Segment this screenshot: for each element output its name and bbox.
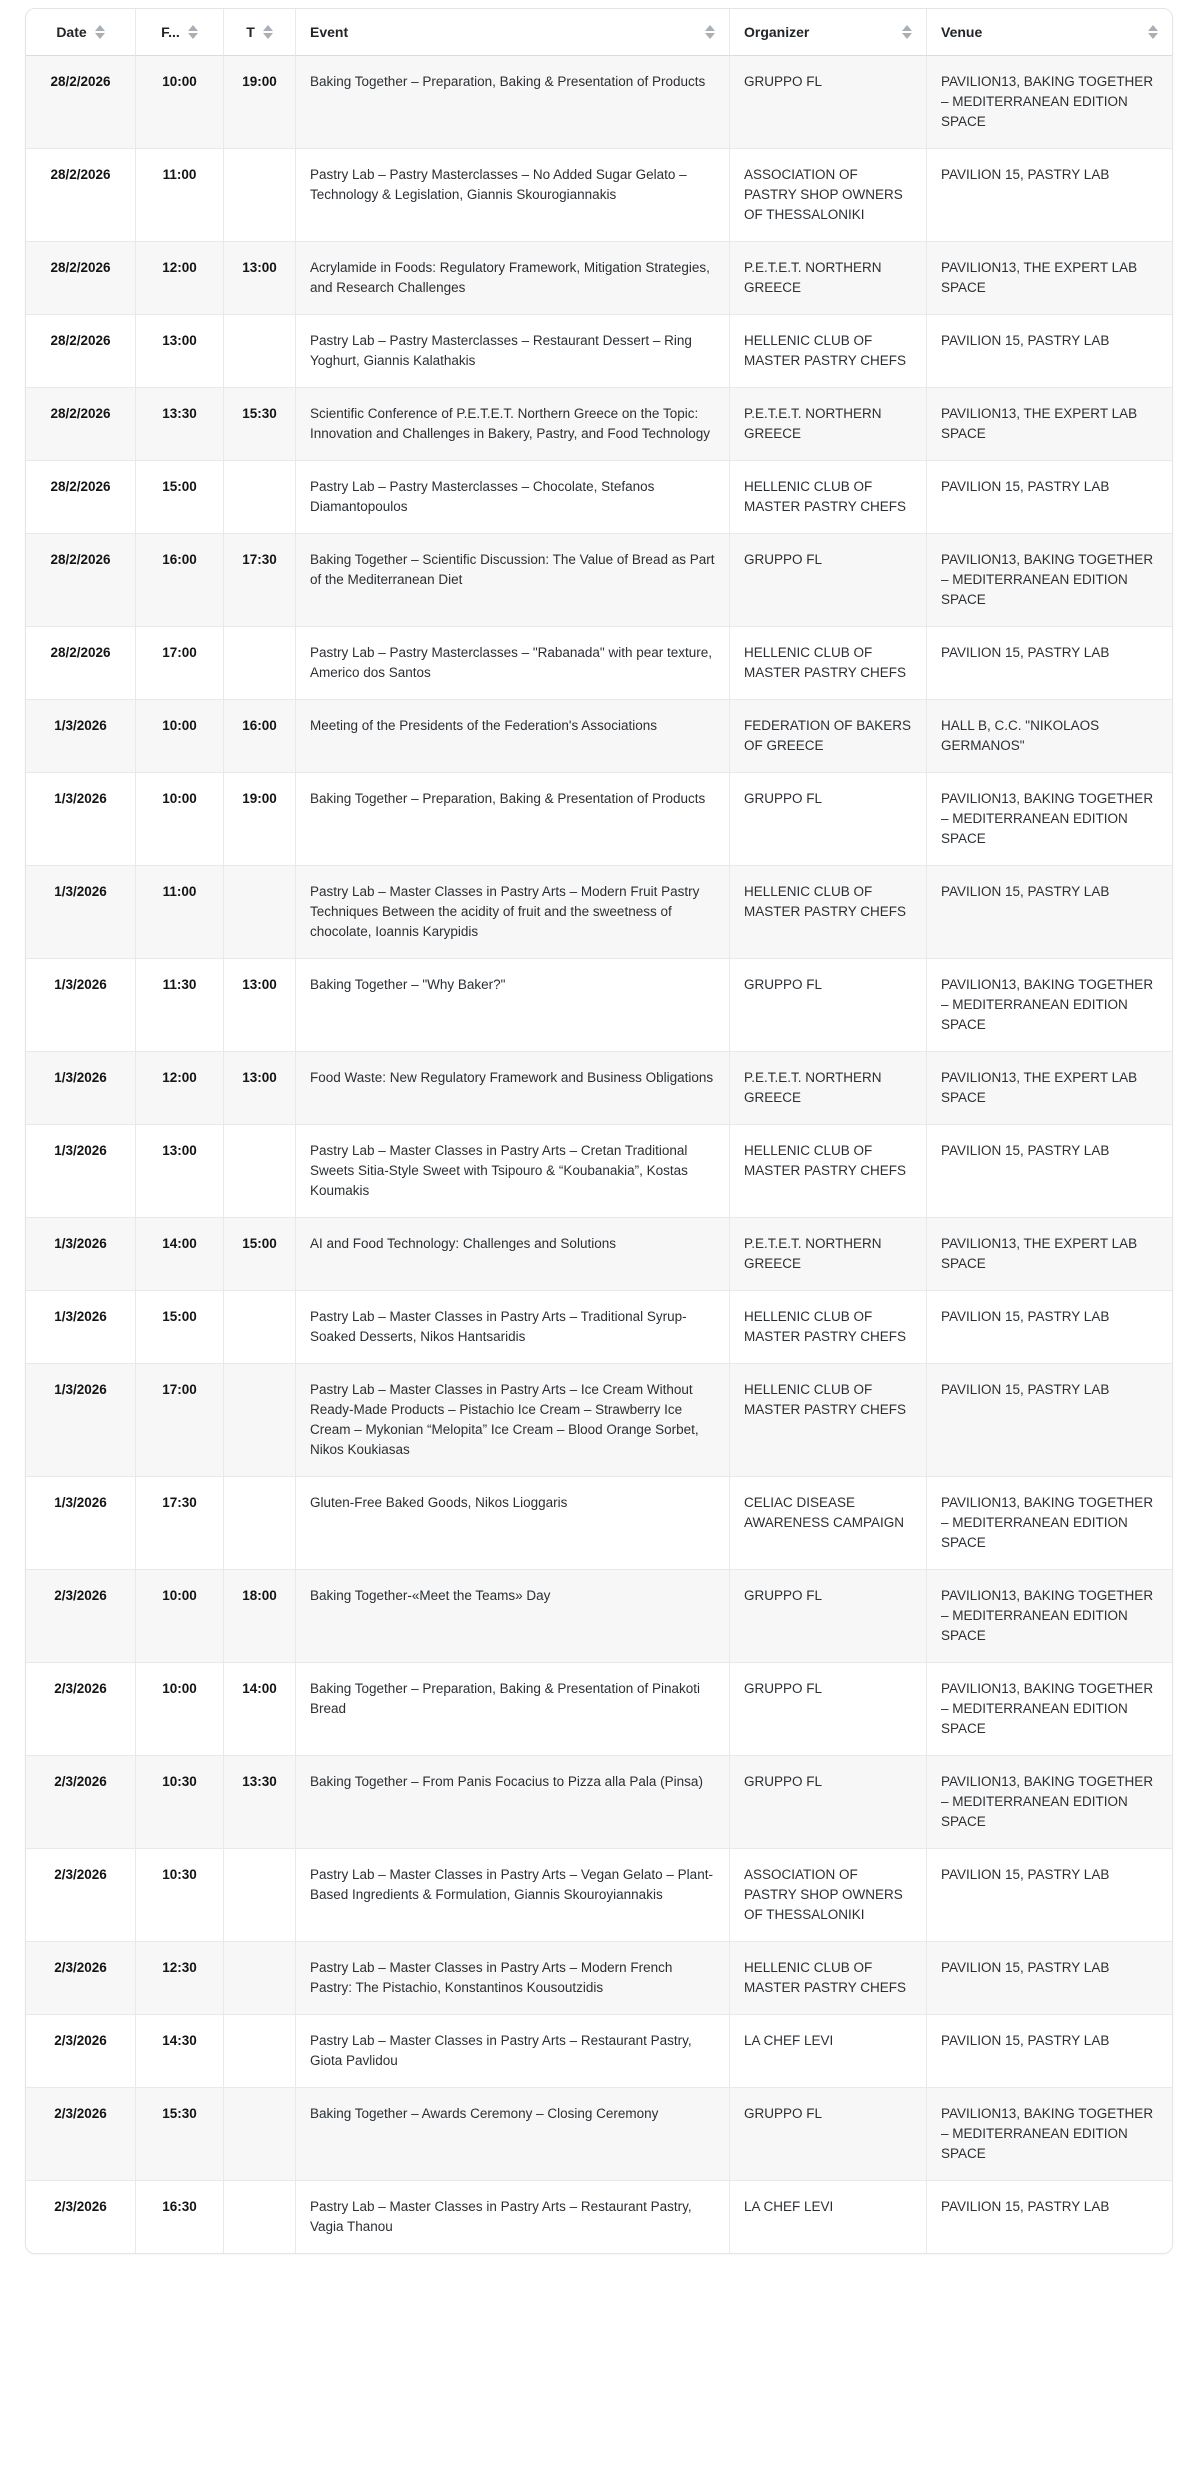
date-cell: 28/2/2026 xyxy=(26,242,136,315)
venue-cell: PAVILION13, BAKING TOGETHER – MEDITERRANEAN EDITION SPACE xyxy=(927,959,1172,1052)
to-time-cell: 13:30 xyxy=(224,1756,296,1849)
venue-cell: PAVILION13, BAKING TOGETHER – MEDITERRANEAN EDITION SPACE xyxy=(927,1477,1172,1570)
venue-cell: PAVILION13, BAKING TOGETHER – MEDITERRANEAN EDITION SPACE xyxy=(927,773,1172,866)
venue-cell: PAVILION 15, PASTRY LAB xyxy=(927,1291,1172,1364)
table-row xyxy=(26,1364,1172,1477)
venue-cell: PAVILION 15, PASTRY LAB xyxy=(927,1942,1172,2015)
from-time-cell: 12:00 xyxy=(136,242,224,315)
column-header-venue-label: Venue xyxy=(941,24,983,40)
event-cell: Baking Together – Preparation, Baking & Presentation of Pinakoti Bread xyxy=(296,1663,730,1756)
event-cell: Pastry Lab – Master Classes in Pastry Arts – Modern Fruit Pastry Techniques Between the acidity of fruit and the sweetness of chocolate, Ioannis Karypidis xyxy=(296,866,730,959)
event-cell: Pastry Lab – Master Classes in Pastry Arts – Traditional Syrup-Soaked Desserts, Nikos Hantsaridis xyxy=(296,1291,730,1364)
to-time-cell xyxy=(224,627,296,700)
organizer-cell: GRUPPO FL xyxy=(730,2088,927,2181)
event-cell: Pastry Lab – Pastry Masterclasses – Restaurant Dessert – Ring Yoghurt, Giannis Kalathakis xyxy=(296,315,730,388)
to-time-cell xyxy=(224,1477,296,1570)
to-time-cell xyxy=(224,2088,296,2181)
organizer-cell: ASSOCIATION OF PASTRY SHOP OWNERS OF THESSALONIKI xyxy=(730,149,927,242)
venue-cell: PAVILION13, BAKING TOGETHER – MEDITERRANEAN EDITION SPACE xyxy=(927,534,1172,627)
to-time-cell: 15:30 xyxy=(224,388,296,461)
organizer-cell: P.E.T.E.T. NORTHERN GREECE xyxy=(730,388,927,461)
venue-cell: PAVILION13, THE EXPERT LAB SPACE xyxy=(927,242,1172,315)
column-header-venue[interactable] xyxy=(927,9,1172,56)
from-time-cell: 13:30 xyxy=(136,388,224,461)
date-cell: 1/3/2026 xyxy=(26,1477,136,1570)
table-row xyxy=(26,959,1172,1052)
to-time-cell: 19:00 xyxy=(224,56,296,149)
table-row xyxy=(26,1570,1172,1663)
date-cell: 2/3/2026 xyxy=(26,2181,136,2253)
event-cell: Gluten-Free Baked Goods, Nikos Lioggaris xyxy=(296,1477,730,1570)
organizer-cell: HELLENIC CLUB OF MASTER PASTRY CHEFS xyxy=(730,1125,927,1218)
organizer-cell: GRUPPO FL xyxy=(730,1663,927,1756)
organizer-cell: HELLENIC CLUB OF MASTER PASTRY CHEFS xyxy=(730,1942,927,2015)
event-cell: Pastry Lab – Master Classes in Pastry Arts – Ice Cream Without Ready-Made Products – Pistachio Ice Cream – Strawberry Ice Cream – Mykonian “Melopita” Ice Cream – Blood Orange Sorbet, Nikos Koukiasas xyxy=(296,1364,730,1477)
from-time-cell: 13:00 xyxy=(136,1125,224,1218)
event-cell: Baking Together – From Panis Focacius to Pizza alla Pala (Pinsa) xyxy=(296,1756,730,1849)
table-row xyxy=(26,1291,1172,1364)
from-time-cell: 11:00 xyxy=(136,149,224,242)
to-time-cell xyxy=(224,315,296,388)
to-time-cell: 16:00 xyxy=(224,700,296,773)
column-header-to[interactable] xyxy=(224,9,296,56)
date-cell: 1/3/2026 xyxy=(26,1218,136,1291)
column-header-from-label: F... xyxy=(161,24,180,40)
table-row xyxy=(26,2181,1172,2253)
to-time-cell: 13:00 xyxy=(224,959,296,1052)
organizer-cell: HELLENIC CLUB OF MASTER PASTRY CHEFS xyxy=(730,627,927,700)
venue-cell: PAVILION 15, PASTRY LAB xyxy=(927,1849,1172,1942)
venue-cell: PAVILION 15, PASTRY LAB xyxy=(927,315,1172,388)
organizer-cell: P.E.T.E.T. NORTHERN GREECE xyxy=(730,1052,927,1125)
venue-cell: PAVILION13, THE EXPERT LAB SPACE xyxy=(927,1052,1172,1125)
event-cell: Baking Together – Preparation, Baking & Presentation of Products xyxy=(296,56,730,149)
column-header-date[interactable] xyxy=(26,9,136,56)
column-header-date-label: Date xyxy=(56,24,87,40)
to-time-cell: 13:00 xyxy=(224,242,296,315)
event-cell: Meeting of the Presidents of the Federation's Associations xyxy=(296,700,730,773)
from-time-cell: 17:00 xyxy=(136,1364,224,1477)
date-cell: 2/3/2026 xyxy=(26,2015,136,2088)
event-cell: Baking Together-«Meet the Teams» Day xyxy=(296,1570,730,1663)
venue-cell: PAVILION 15, PASTRY LAB xyxy=(927,461,1172,534)
from-time-cell: 14:30 xyxy=(136,2015,224,2088)
event-cell: Baking Together – Awards Ceremony – Closing Ceremony xyxy=(296,2088,730,2181)
table-row xyxy=(26,1849,1172,1942)
table-row xyxy=(26,1477,1172,1570)
table-row xyxy=(26,2015,1172,2088)
table-row xyxy=(26,1942,1172,2015)
organizer-cell: CELIAC DISEASE AWARENESS CAMPAIGN xyxy=(730,1477,927,1570)
to-time-cell xyxy=(224,1125,296,1218)
table-header-row xyxy=(26,9,1172,56)
to-time-cell xyxy=(224,866,296,959)
date-cell: 28/2/2026 xyxy=(26,56,136,149)
date-cell: 1/3/2026 xyxy=(26,959,136,1052)
to-time-cell: 15:00 xyxy=(224,1218,296,1291)
to-time-cell xyxy=(224,461,296,534)
table-row xyxy=(26,461,1172,534)
table-row xyxy=(26,866,1172,959)
table-row xyxy=(26,1125,1172,1218)
from-time-cell: 17:30 xyxy=(136,1477,224,1570)
sort-icon xyxy=(902,25,912,39)
organizer-cell: GRUPPO FL xyxy=(730,1570,927,1663)
date-cell: 1/3/2026 xyxy=(26,866,136,959)
organizer-cell: GRUPPO FL xyxy=(730,959,927,1052)
from-time-cell: 15:00 xyxy=(136,461,224,534)
to-time-cell xyxy=(224,2181,296,2253)
table-row xyxy=(26,242,1172,315)
table-row xyxy=(26,773,1172,866)
table-row xyxy=(26,534,1172,627)
event-cell: Pastry Lab – Master Classes in Pastry Arts – Vegan Gelato – Plant-Based Ingredients & Formulation, Giannis Skouroyiannakis xyxy=(296,1849,730,1942)
date-cell: 28/2/2026 xyxy=(26,388,136,461)
organizer-cell: HELLENIC CLUB OF MASTER PASTRY CHEFS xyxy=(730,315,927,388)
from-time-cell: 15:00 xyxy=(136,1291,224,1364)
venue-cell: PAVILION13, BAKING TOGETHER – MEDITERRANEAN EDITION SPACE xyxy=(927,1663,1172,1756)
venue-cell: PAVILION 15, PASTRY LAB xyxy=(927,1364,1172,1477)
from-time-cell: 11:30 xyxy=(136,959,224,1052)
table-row xyxy=(26,149,1172,242)
table-body xyxy=(26,56,1172,2253)
organizer-cell: HELLENIC CLUB OF MASTER PASTRY CHEFS xyxy=(730,1291,927,1364)
venue-cell: PAVILION 15, PASTRY LAB xyxy=(927,2015,1172,2088)
organizer-cell: LA CHEF LEVI xyxy=(730,2015,927,2088)
date-cell: 1/3/2026 xyxy=(26,1125,136,1218)
venue-cell: PAVILION 15, PASTRY LAB xyxy=(927,1125,1172,1218)
venue-cell: PAVILION13, BAKING TOGETHER – MEDITERRANEAN EDITION SPACE xyxy=(927,56,1172,149)
sort-icon xyxy=(1148,25,1158,39)
venue-cell: PAVILION 15, PASTRY LAB xyxy=(927,866,1172,959)
from-time-cell: 11:00 xyxy=(136,866,224,959)
organizer-cell: FEDERATION OF BAKERS OF GREECE xyxy=(730,700,927,773)
from-time-cell: 12:30 xyxy=(136,1942,224,2015)
event-cell: Pastry Lab – Pastry Masterclasses – "Rabanada" with pear texture, Americo dos Santos xyxy=(296,627,730,700)
organizer-cell: P.E.T.E.T. NORTHERN GREECE xyxy=(730,1218,927,1291)
date-cell: 28/2/2026 xyxy=(26,627,136,700)
event-cell: Pastry Lab – Master Classes in Pastry Arts – Cretan Traditional Sweets Sitia-Style Sweet with Tsipouro & “Koubanakia”, Kostas Koumakis xyxy=(296,1125,730,1218)
from-time-cell: 17:00 xyxy=(136,627,224,700)
to-time-cell: 19:00 xyxy=(224,773,296,866)
column-header-organizer-label: Organizer xyxy=(744,24,810,40)
to-time-cell xyxy=(224,2015,296,2088)
to-time-cell: 14:00 xyxy=(224,1663,296,1756)
events-schedule-table-card xyxy=(25,8,1173,2254)
organizer-cell: HELLENIC CLUB OF MASTER PASTRY CHEFS xyxy=(730,1364,927,1477)
to-time-cell: 18:00 xyxy=(224,1570,296,1663)
table-row xyxy=(26,315,1172,388)
venue-cell: PAVILION13, THE EXPERT LAB SPACE xyxy=(927,1218,1172,1291)
table-row xyxy=(26,627,1172,700)
venue-cell: PAVILION 15, PASTRY LAB xyxy=(927,149,1172,242)
table-row xyxy=(26,1663,1172,1756)
venue-cell: PAVILION 15, PASTRY LAB xyxy=(927,627,1172,700)
venue-cell: HALL B, C.C. "NIKOLAOS GERMANOS" xyxy=(927,700,1172,773)
organizer-cell: GRUPPO FL xyxy=(730,534,927,627)
table-row xyxy=(26,1756,1172,1849)
column-header-organizer[interactable] xyxy=(730,9,927,56)
event-cell: AI and Food Technology: Challenges and Solutions xyxy=(296,1218,730,1291)
organizer-cell: LA CHEF LEVI xyxy=(730,2181,927,2253)
to-time-cell xyxy=(224,1291,296,1364)
event-cell: Pastry Lab – Pastry Masterclasses – No Added Sugar Gelato – Technology & Legislation, Giannis Skourogiannakis xyxy=(296,149,730,242)
event-cell: Pastry Lab – Master Classes in Pastry Arts – Restaurant Pastry, Giota Pavlidou xyxy=(296,2015,730,2088)
table-row xyxy=(26,2088,1172,2181)
date-cell: 2/3/2026 xyxy=(26,1942,136,2015)
date-cell: 2/3/2026 xyxy=(26,2088,136,2181)
from-time-cell: 10:00 xyxy=(136,773,224,866)
venue-cell: PAVILION 15, PASTRY LAB xyxy=(927,2181,1172,2253)
from-time-cell: 10:00 xyxy=(136,56,224,149)
sort-icon xyxy=(188,25,198,39)
event-cell: Baking Together – "Why Baker?" xyxy=(296,959,730,1052)
date-cell: 1/3/2026 xyxy=(26,773,136,866)
from-time-cell: 12:00 xyxy=(136,1052,224,1125)
date-cell: 1/3/2026 xyxy=(26,1052,136,1125)
date-cell: 28/2/2026 xyxy=(26,534,136,627)
date-cell: 1/3/2026 xyxy=(26,1291,136,1364)
organizer-cell: P.E.T.E.T. NORTHERN GREECE xyxy=(730,242,927,315)
events-table xyxy=(26,9,1172,2253)
from-time-cell: 15:30 xyxy=(136,2088,224,2181)
event-cell: Pastry Lab – Master Classes in Pastry Arts – Modern French Pastry: The Pistachio, Konstantinos Kousoutzidis xyxy=(296,1942,730,2015)
table-row xyxy=(26,700,1172,773)
table-row xyxy=(26,388,1172,461)
table-row xyxy=(26,1218,1172,1291)
from-time-cell: 14:00 xyxy=(136,1218,224,1291)
from-time-cell: 10:30 xyxy=(136,1849,224,1942)
organizer-cell: HELLENIC CLUB OF MASTER PASTRY CHEFS xyxy=(730,866,927,959)
date-cell: 28/2/2026 xyxy=(26,149,136,242)
from-time-cell: 16:30 xyxy=(136,2181,224,2253)
venue-cell: PAVILION13, THE EXPERT LAB SPACE xyxy=(927,388,1172,461)
date-cell: 2/3/2026 xyxy=(26,1570,136,1663)
venue-cell: PAVILION13, BAKING TOGETHER – MEDITERRANEAN EDITION SPACE xyxy=(927,1756,1172,1849)
from-time-cell: 10:00 xyxy=(136,700,224,773)
to-time-cell xyxy=(224,149,296,242)
to-time-cell xyxy=(224,1364,296,1477)
organizer-cell: GRUPPO FL xyxy=(730,773,927,866)
sort-icon xyxy=(705,25,715,39)
date-cell: 2/3/2026 xyxy=(26,1663,136,1756)
organizer-cell: GRUPPO FL xyxy=(730,1756,927,1849)
venue-cell: PAVILION13, BAKING TOGETHER – MEDITERRANEAN EDITION SPACE xyxy=(927,2088,1172,2181)
from-time-cell: 10:30 xyxy=(136,1756,224,1849)
event-cell: Pastry Lab – Pastry Masterclasses – Chocolate, Stefanos Diamantopoulos xyxy=(296,461,730,534)
venue-cell: PAVILION13, BAKING TOGETHER – MEDITERRANEAN EDITION SPACE xyxy=(927,1570,1172,1663)
event-cell: Scientific Conference of P.E.T.E.T. Northern Greece on the Topic: Innovation and Challenges in Bakery, Pastry, and Food Technology xyxy=(296,388,730,461)
from-time-cell: 13:00 xyxy=(136,315,224,388)
table-row xyxy=(26,1052,1172,1125)
column-header-to-label: T xyxy=(246,24,255,40)
date-cell: 2/3/2026 xyxy=(26,1756,136,1849)
table-row xyxy=(26,56,1172,149)
event-cell: Baking Together – Scientific Discussion: The Value of Bread as Part of the Mediterranean Diet xyxy=(296,534,730,627)
event-cell: Baking Together – Preparation, Baking & Presentation of Products xyxy=(296,773,730,866)
date-cell: 28/2/2026 xyxy=(26,315,136,388)
to-time-cell xyxy=(224,1849,296,1942)
date-cell: 28/2/2026 xyxy=(26,461,136,534)
event-cell: Food Waste: New Regulatory Framework and Business Obligations xyxy=(296,1052,730,1125)
column-header-event-label: Event xyxy=(310,24,349,40)
to-time-cell: 13:00 xyxy=(224,1052,296,1125)
to-time-cell: 17:30 xyxy=(224,534,296,627)
organizer-cell: ASSOCIATION OF PASTRY SHOP OWNERS OF THESSALONIKI xyxy=(730,1849,927,1942)
organizer-cell: GRUPPO FL xyxy=(730,56,927,149)
date-cell: 1/3/2026 xyxy=(26,1364,136,1477)
sort-icon xyxy=(95,25,105,39)
event-cell: Acrylamide in Foods: Regulatory Framework, Mitigation Strategies, and Research Challenges xyxy=(296,242,730,315)
from-time-cell: 10:00 xyxy=(136,1663,224,1756)
sort-icon xyxy=(263,25,273,39)
organizer-cell: HELLENIC CLUB OF MASTER PASTRY CHEFS xyxy=(730,461,927,534)
from-time-cell: 10:00 xyxy=(136,1570,224,1663)
column-header-from[interactable] xyxy=(136,9,224,56)
event-cell: Pastry Lab – Master Classes in Pastry Arts – Restaurant Pastry, Vagia Thanou xyxy=(296,2181,730,2253)
from-time-cell: 16:00 xyxy=(136,534,224,627)
to-time-cell xyxy=(224,1942,296,2015)
column-header-event[interactable] xyxy=(296,9,730,56)
date-cell: 2/3/2026 xyxy=(26,1849,136,1942)
date-cell: 1/3/2026 xyxy=(26,700,136,773)
